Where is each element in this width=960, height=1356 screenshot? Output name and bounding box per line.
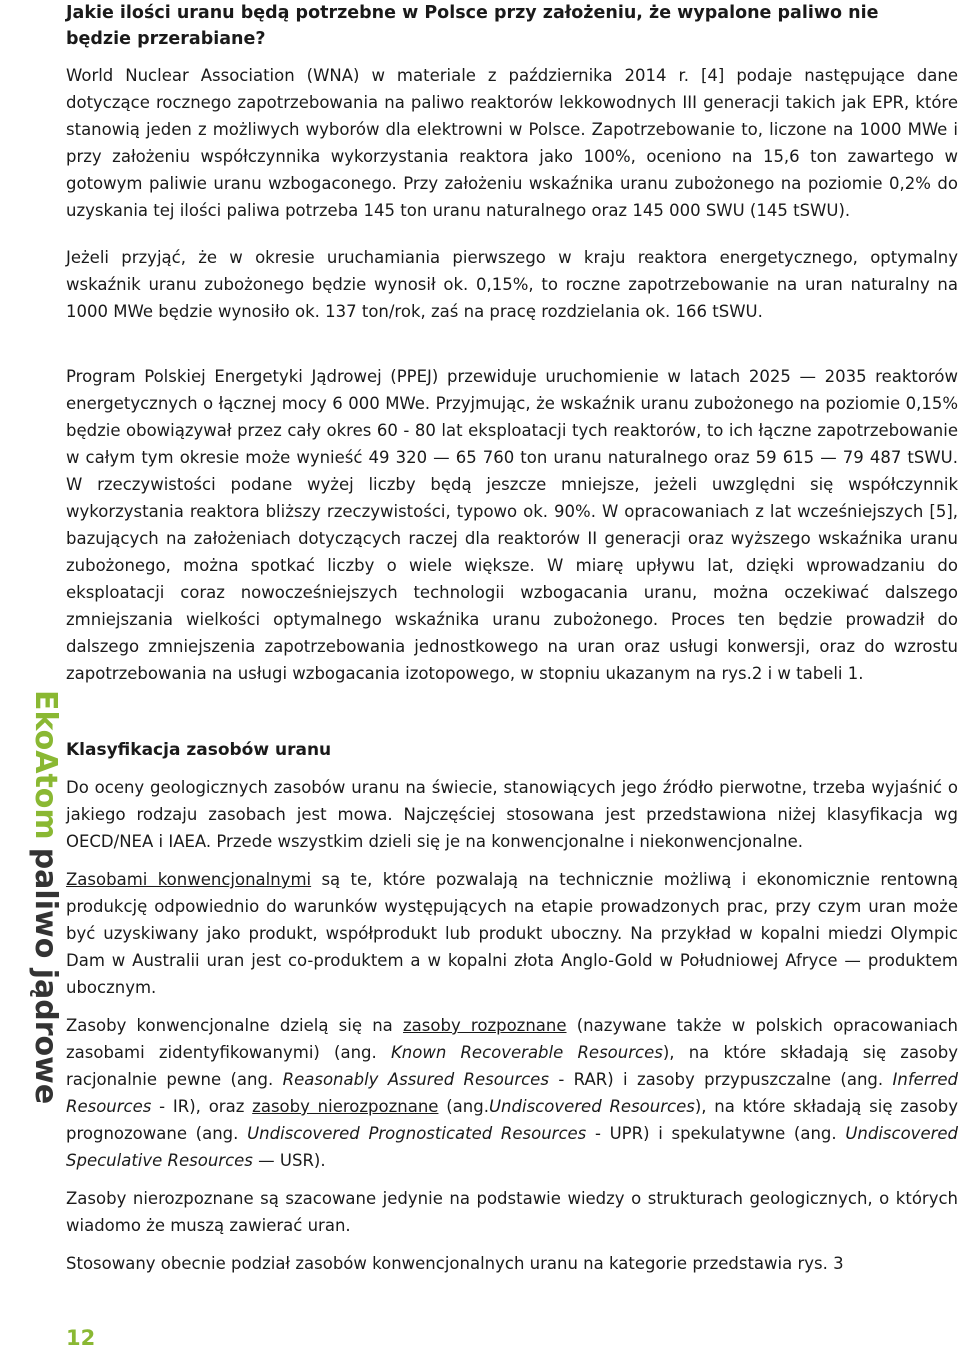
text-run: ), na które składają się zasoby prognozowane (ang. — [66, 1097, 958, 1143]
paragraph-undiscovered: Zasoby nierozpoznane są szacowane jedynie na podstawie wiedzy o strukturach geologicznych, o których wiadomo że muszą zawierać uran. — [66, 1189, 958, 1235]
text-run: - RAR) i zasoby przypuszczalne (ang. — [548, 1070, 893, 1089]
term-undiscovered-resources: zasoby nierozpoznane — [252, 1097, 439, 1116]
text-run: - IR), oraz — [151, 1097, 253, 1116]
term-usr: Undiscovered Speculative Resources — [66, 1124, 959, 1170]
text-run: — USR). — [252, 1151, 326, 1170]
term-conventional-resources: Zasobami konwencjonalnymi — [66, 870, 312, 889]
text-run: - UPR) i spekulatywne (ang. — [586, 1124, 846, 1143]
term-upr: Undiscovered Prognosticated Resources — [247, 1124, 587, 1143]
text-run: (ang. — [438, 1097, 489, 1116]
svg-text:EkoAtompaliwo jądrowe — [28, 690, 63, 1104]
conventional-text: są te, które pozwalają na technicznie możliwą i ekonomicznie rentowną produkcję odpowiednio do warunków występujących na etapie prowadzonych prac, przy czym uran może być uzyskiwany jako produkt, współprodukt lub produkt uboczny. Na przykład w kopalni miedzi Olympic Dam w Australii uran jest co-produktem a w kopalni złota Anglo-Gold w Południowej Afryce — produktem ubocznym. — [66, 870, 958, 997]
question-heading: Jakie ilości uranu będą potrzebne w Polsce przy założeniu, że wypalone paliwo nie będzie przerabiane? — [66, 3, 879, 49]
text-run: (nazywane także w polskich opracowaniach zasobami zidentyfikowanymi) (ang. — [66, 1016, 959, 1062]
paragraph-current-division: Stosowany obecnie podział zasobów konwencjonalnych uranu na kategorie przedstawia rys. 3 — [66, 1254, 844, 1273]
term-undiscovered: Undiscovered Resources — [488, 1097, 695, 1116]
banner-subtitle: paliwo jądrowe — [28, 847, 63, 1105]
term-rar: Reasonably Assured Resources — [282, 1070, 549, 1089]
page-number: 12 — [66, 1326, 96, 1350]
paragraph-depleted-uranium: Jeżeli przyjąć, że w okresie uruchamiania pierwszego w kraju reaktora energetycznego, optymalny wskaźnik uranu zubożonego będzie wynosił ok. 0,15%, to roczne zapotrzebowanie na uran naturalny na 1000 MWe będzie wynosiło ok. 137 ton/rok, zaś na pracę rozdzielania ok. 166 tSWU. — [66, 248, 958, 321]
section-heading: Klasyfikacja zasobów uranu — [66, 740, 332, 760]
paragraph-ppej: Program Polskiej Energetyki Jądrowej (PPEJ) przewiduje uruchomienie w latach 2025 — 2035 reaktorów energetycznych o łącznej mocy 6 000 MWe. Przyjmując, że wskaźnik uranu zubożonego na poziomie 0,15% będzie obowiązywał przez cały okres 60 - 80 lat eksploatacji tych reaktorów, to ich łączne zapotrzebowanie w całym tym okresie może wynieść 49 320 — 65 760 ton uranu naturalnego oraz 59 615 — 79 487 tSWU. W rzeczywistości podane wyżej liczby będą jeszcze mniejsze, jeżeli uwzględni się współczynnik wykorzystania reaktora bliższy rzeczywistości, typowo ok. 90%. W opracowaniach z lat wcześniejszych [5], bazujących na założeniach dotyczących raczej dla reaktorów II generacji oraz wyższego wskaźnika uranu zubożonego, można spotkać liczby o wiele większe. W miarę upływu lat, dzięki wprowadzaniu do eksploatacji coraz nowocześniejszych technologii wzbogacania uranu, można oczekiwać dalszego zmniejszania wielkości optymalnego wskaźnika uranu zubożonego. Proces ten będzie prowadził do dalszego zmniejszenia zapotrzebowania jednostkowego na uran oraz usługi konwersji, oraz do wzrostu zapotrzebowania na usługi wzbogacania izotopowego, w stopniu ukazanym na rys.2 i w tabeli 1. — [66, 367, 958, 683]
term-krr: Known Recoverable Resources — [390, 1043, 663, 1062]
paragraph-subdivision — [66, 1012, 958, 1174]
text-run: Zasoby konwencjonalne dzielą się na — [66, 1016, 404, 1035]
term-ir: Inferred Resources — [66, 1070, 959, 1116]
side-banner — [2, 690, 63, 1110]
term-identified-resources: zasoby rozpoznane — [403, 1016, 567, 1035]
paragraph-wna: World Nuclear Association (WNA) w materiale z października 2014 r. [4] podaje następujące dane dotyczące rocznego zapotrzebowania na paliwo reaktorów lekkowodnych III generacji takich jak EPR, które stanowią jeden z możliwych wyborów dla elektrowni w Polsce. Zapotrzebowanie to, liczone na 1000 MWe i przy założeniu współczynnika wykorzystania reaktora jako 100%, oceniono na 15,6 ton zawartego w gotowym paliwie uranu wzbogaconego. Przy założeniu wskaźnika uranu zubożonego na poziomie 0,2% do uzyskania tej ilości paliwa potrzeba 145 ton uranu naturalnego oraz 145 000 SWU (145 tSWU). — [66, 66, 958, 220]
paragraph-conventional — [66, 866, 958, 1001]
brand-logo-text: EkoAtom — [28, 690, 63, 840]
text-run: ), na które składają się zasoby racjonalnie pewne (ang. — [66, 1043, 959, 1089]
paragraph-classification-intro: Do oceny geologicznych zasobów uranu na świecie, stanowiących jego źródło pierwotne, trzeba wyjaśnić o jakiego rodzaju zasobach jest mowa. Najczęściej stosowana jest przedstawiona niżej klasyfikacja wg OECD/NEA i IAEA. Przede wszystkim dzieli się je na konwencjonalne i niekonwencjonalne. — [66, 778, 958, 851]
